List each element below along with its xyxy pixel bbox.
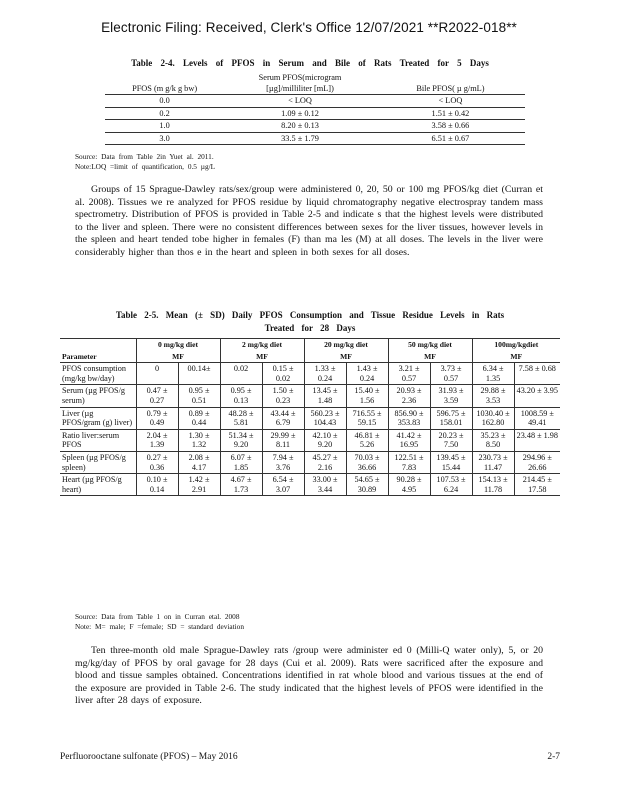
table-cell: 1.42 ± 2.91 bbox=[178, 474, 220, 496]
table-row bbox=[60, 429, 560, 451]
table-cell: 00.14± bbox=[178, 363, 220, 385]
table-cell: 70.03 ± 36.66 bbox=[346, 451, 388, 473]
table-2-5-sex-header: Parameter MF MF MF MF MF bbox=[60, 351, 560, 363]
col-bile-header: Bile PFOS( µ g/mL) bbox=[416, 84, 485, 93]
table-2-4-note: Note:LOQ =limit of quantification, 0.5 µg/L bbox=[75, 161, 216, 171]
table-cell: 122.51 ± 7.83 bbox=[388, 451, 430, 473]
table-cell: 0.10 ± 0.14 bbox=[136, 474, 178, 496]
table-2-5-note: Note: M= male; F =female; SD = standard deviation bbox=[75, 621, 244, 631]
table-cell: 0.89 ± 0.44 bbox=[178, 407, 220, 429]
table-cell: 0.02 bbox=[220, 363, 262, 385]
table-cell: 1.30 ± 1.32 bbox=[178, 429, 220, 451]
table-cell: 20.93 ± 2.36 bbox=[388, 385, 430, 407]
table-cell: 33.00 ± 3.44 bbox=[304, 474, 346, 496]
table-cell: 41.42 ± 16.95 bbox=[388, 429, 430, 451]
table-cell: 107.53 ± 6.24 bbox=[430, 474, 472, 496]
table-2-5-group-header: 0 mg/kg diet 2 mg/kg diet 20 mg/kg diet 50 mg/kg diet 100mg/kgdiet bbox=[60, 339, 560, 351]
table-cell: 1030.40 ± 162.80 bbox=[472, 407, 514, 429]
table-cell: 43.44 ± 6.79 bbox=[262, 407, 304, 429]
table-cell: 139.45 ± 15.44 bbox=[430, 451, 472, 473]
row-parameter: Ratio liver:serum PFOS bbox=[60, 429, 136, 451]
table-cell: 1.43 ± 0.24 bbox=[346, 363, 388, 385]
table-row bbox=[60, 474, 560, 496]
table-cell: 0.27 ± 0.36 bbox=[136, 451, 178, 473]
table-row bbox=[60, 363, 560, 385]
table-cell: 51.34 ± 9.20 bbox=[220, 429, 262, 451]
table-cell: 6.34 ± 1.35 bbox=[472, 363, 514, 385]
table-cell: 2.04 ± 1.39 bbox=[136, 429, 178, 451]
table-cell: 856.90 ± 353.83 bbox=[388, 407, 430, 429]
table-cell: 0.15 ± 0.02 bbox=[262, 363, 304, 385]
table-cell: 716.55 ± 59.15 bbox=[346, 407, 388, 429]
table-cell: 2.08 ± 4.17 bbox=[178, 451, 220, 473]
table-cell: 0.79 ± 0.49 bbox=[136, 407, 178, 429]
filing-header: Electronic Filing: Received, Clerk's Office 12/07/2021 **R2022-018** bbox=[101, 20, 517, 35]
table-cell: 42.10 ± 9.20 bbox=[304, 429, 346, 451]
table-cell: 214.45 ± 17.58 bbox=[514, 474, 560, 496]
col-serum-header: Serum PFOS(microgram [µg]/milliliter [mL]) bbox=[258, 73, 342, 93]
table-cell: 7.94 ± 3.76 bbox=[262, 451, 304, 473]
table-2-5 bbox=[60, 338, 560, 496]
table-cell: 560.23 ± 104.43 bbox=[304, 407, 346, 429]
paragraph-curran: Groups of 15 Sprague-Dawley rats/sex/group were administered 0, 20, 50 or 100 mg PFOS/kg diet (Curran et al. 2008). Tissues we re analyzed for PFOS residue by liquid chromatography negative electrospray tandem mass spectrometry. Distribution of PFOS is provided in Table 2-5 and indicate s that the highest levels were distributed to the liver and spleen. There were no consistent differences between sexes for the liver tissues, however levels in the spleen and heart tended tobe higher in females (F) than ma les (M) at all doses. The levels in the liver were considerably higher than thos e in the heart and spleen in both sexes for all doses. bbox=[75, 184, 543, 258]
table-cell: 596.75 ± 158.01 bbox=[430, 407, 472, 429]
table-cell: 7.58 ± 0.68 bbox=[514, 363, 560, 385]
table-2-4-notes bbox=[75, 152, 215, 171]
table-2-5-caption: Table 2-5. Mean (± SD) Daily PFOS Consumption and Tissue Residue Levels in Rats Treated for 28 Days bbox=[115, 310, 505, 333]
table-2-5-source: Source: Data from Table 1 on in Curran etal. 2008 bbox=[75, 612, 240, 621]
table-row bbox=[60, 385, 560, 407]
row-parameter: Spleen (µg PFOS/g spleen) bbox=[60, 451, 136, 473]
table-cell: 6.07 ± 1.85 bbox=[220, 451, 262, 473]
table-cell: 45.27 ± 2.16 bbox=[304, 451, 346, 473]
row-parameter: Serum (µg PFOS/g serum) bbox=[60, 385, 136, 407]
table-cell: 0.47 ± 0.27 bbox=[136, 385, 178, 407]
table-row: 3.0 33.5 ± 1.79 6.51 ± 0.67 bbox=[105, 132, 525, 145]
table-cell: 1.50 ± 0.23 bbox=[262, 385, 304, 407]
table-2-5-notes bbox=[75, 612, 244, 631]
table-cell: 6.54 ± 3.07 bbox=[262, 474, 304, 496]
table-cell: 0.95 ± 0.13 bbox=[220, 385, 262, 407]
table-2-4-caption: Table 2-4. Levels of PFOS in Serum and Bile of Rats Treated for 5 Days bbox=[131, 58, 489, 68]
table-cell: 0 bbox=[136, 363, 178, 385]
table-cell: 29.99 ± 8.11 bbox=[262, 429, 304, 451]
table-2-4-source: Source: Data from Table 2in Yuet al. 2011. bbox=[75, 152, 214, 161]
table-row bbox=[60, 407, 560, 429]
table-cell: 23.48 ± 1.98 bbox=[514, 429, 560, 451]
table-cell: 15.40 ± 1.56 bbox=[346, 385, 388, 407]
table-cell: 48.28 ± 5.81 bbox=[220, 407, 262, 429]
table-cell: 31.93 ± 3.59 bbox=[430, 385, 472, 407]
table-row bbox=[60, 451, 560, 473]
row-parameter: PFOS consumption (mg/kg bw/day) bbox=[60, 363, 136, 385]
col-pfos-header: PFOS (m g/k g bw) bbox=[132, 84, 198, 93]
table-cell: 13.45 ± 1.48 bbox=[304, 385, 346, 407]
row-parameter: Liver (µg PFOS/gram (g) liver) bbox=[60, 407, 136, 429]
table-row: 1.0 8.20 ± 0.13 3.58 ± 0.66 bbox=[105, 120, 525, 133]
page-number: 2-7 bbox=[547, 752, 560, 762]
table-2-4 bbox=[105, 72, 525, 145]
paragraph-cui: Ten three-month old male Sprague-Dawley rats /group were administer ed 0 (Milli-Q water only), 5, or 20 mg/kg/day of PFOS by oral gavage for 28 days (Cui et al. 2009). Rats were sacrificed after the exposure and blood and tissue samples obtained. Concentrations identified in rat whole blood and various tissues at the end of the exposure are provided in Table 2-6. The study indicated that the highest levels of PFOS were identified in the liver after 28 days of exposure. bbox=[75, 645, 543, 707]
table-cell: 154.13 ± 11.78 bbox=[472, 474, 514, 496]
table-cell: 1008.59 ± 49.41 bbox=[514, 407, 560, 429]
page-footer bbox=[60, 752, 560, 762]
table-cell: 43.20 ± 3.95 bbox=[514, 385, 560, 407]
table-cell: 20.23 ± 7.50 bbox=[430, 429, 472, 451]
table-cell: 54.65 ± 30.89 bbox=[346, 474, 388, 496]
table-row: 0.0 < LOQ < LOQ bbox=[105, 95, 525, 108]
table-cell: 35.23 ± 8.50 bbox=[472, 429, 514, 451]
table-cell: 4.67 ± 1.73 bbox=[220, 474, 262, 496]
table-row: 0.2 1.09 ± 0.12 1.51 ± 0.42 bbox=[105, 107, 525, 120]
table-cell: 230.73 ± 11.47 bbox=[472, 451, 514, 473]
table-cell: 1.33 ± 0.24 bbox=[304, 363, 346, 385]
table-cell: 46.81 ± 5.26 bbox=[346, 429, 388, 451]
table-cell: 3.73 ± 0.57 bbox=[430, 363, 472, 385]
table-cell: 3.21 ± 0.57 bbox=[388, 363, 430, 385]
table-cell: 0.95 ± 0.51 bbox=[178, 385, 220, 407]
table-cell: 294.96 ± 26.66 bbox=[514, 451, 560, 473]
row-parameter: Heart (µg PFOS/g heart) bbox=[60, 474, 136, 496]
table-cell: 29.88 ± 3.53 bbox=[472, 385, 514, 407]
table-cell: 90.28 ± 4.95 bbox=[388, 474, 430, 496]
footer-title: Perfluorooctane sulfonate (PFOS) – May 2016 bbox=[60, 752, 238, 762]
